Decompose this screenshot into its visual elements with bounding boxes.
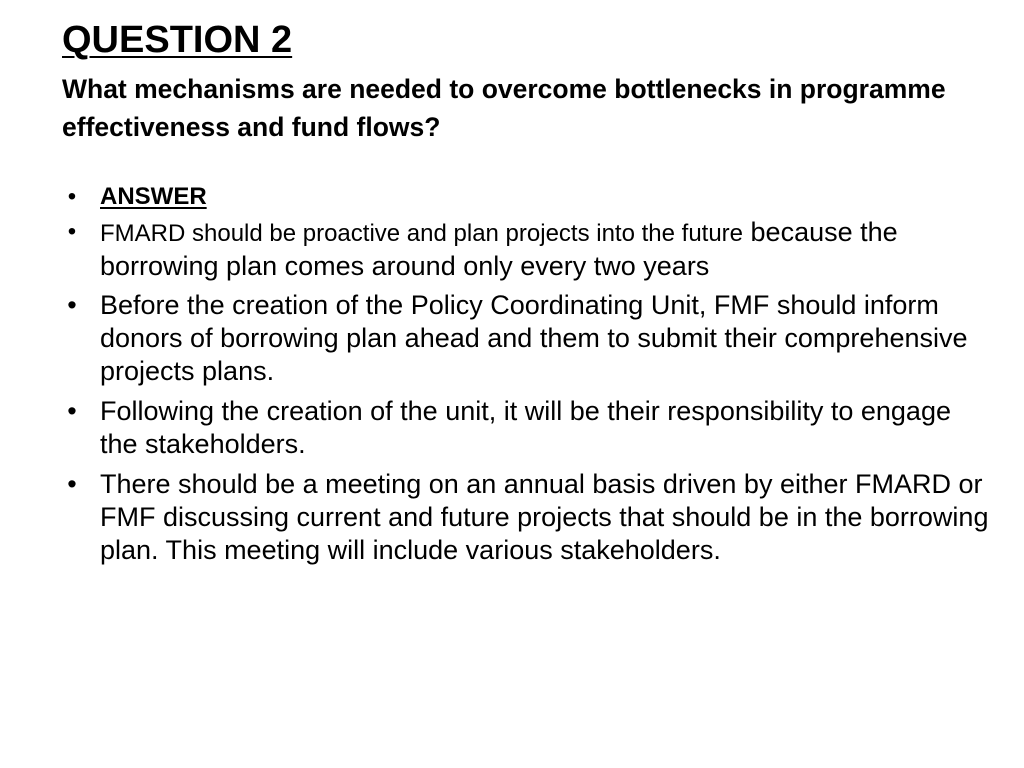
bullet-item xyxy=(62,468,992,567)
bullet-item xyxy=(62,395,992,461)
bullet-text-lead: FMARD should be proactive and plan projects into the future xyxy=(100,220,744,247)
bullet-dot-icon: • xyxy=(67,218,77,245)
bullet-text: There should be a meeting on an annual basis driven by either FMARD or FMF discussing current and future projects that should be in the borrowing plan. This meeting will include various stakeholders. xyxy=(100,469,989,565)
bullet-item xyxy=(62,216,992,282)
answer-label: ANSWER xyxy=(100,183,207,210)
bullet-answer xyxy=(62,180,992,214)
bullet-item xyxy=(62,289,992,388)
bullet-dot-icon: • xyxy=(67,396,77,426)
slide-subtitle: What mechanisms are needed to overcome bottlenecks in programme effectiveness and fund flows? xyxy=(62,74,946,142)
title-block xyxy=(62,16,982,146)
bullet-dot-icon: • xyxy=(67,469,77,499)
bullet-dot-icon: • xyxy=(67,183,77,210)
bullet-text: Following the creation of the unit, it will be their responsibility to engage the stakeholders. xyxy=(100,396,951,459)
bullet-dot-icon: • xyxy=(67,290,77,320)
bullet-text: Before the creation of the Policy Coordinating Unit, FMF should inform donors of borrowing plan ahead and them to submit their comprehensive projects plans. xyxy=(100,290,968,386)
slide-title: QUESTION 2 xyxy=(62,19,293,61)
bullet-text-rest: because the borrowing plan comes around only every two years xyxy=(100,217,898,281)
bullet-list xyxy=(62,180,992,567)
